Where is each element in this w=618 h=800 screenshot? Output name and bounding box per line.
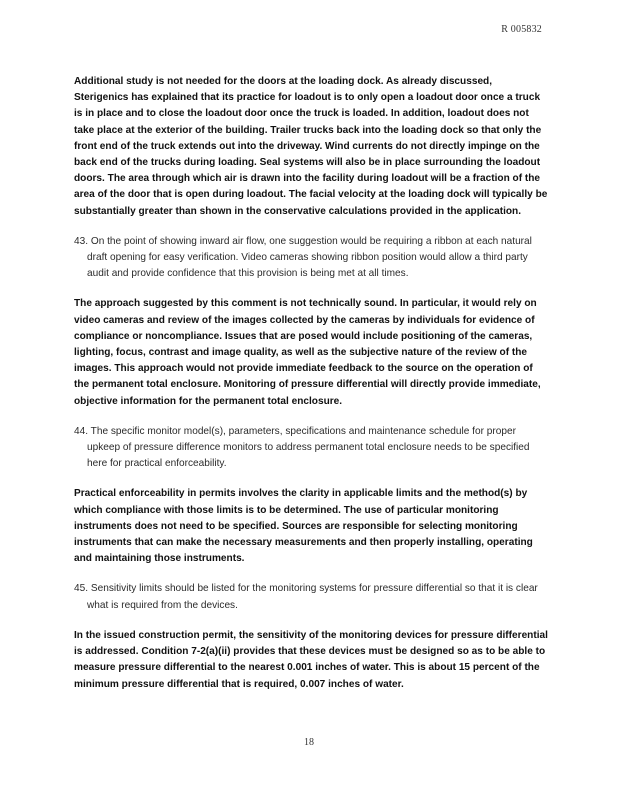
- response-paragraph: The approach suggested by this comment is not technically sound. In particular, it would rely on video cameras and review of the images collected by the cameras by individuals for evidence of compliance or noncompliance. Issues that are posed would include positioning of the cameras, lighting, focus, contrast and image quality, as well as the subjective nature of the review of the images. This approach would not provide immediate feedback to the source on the operation of the permanent total enclosure. Monitoring of pressure differential will directly provide immediate, objective information for the permanent total enclosure.: [74, 298, 541, 407]
- page-number: 18: [304, 737, 314, 748]
- comment-text: On the point of showing inward air flow, one suggestion would be requiring a ribbon at each natural draft opening for easy verification. Video cameras showing ribbon position would allow a third party audit and provide confidence that this provision is being met at all times.: [87, 235, 532, 280]
- bates-number: R 005832: [501, 24, 542, 35]
- response-paragraph: Additional study is not needed for the doors at the loading dock. As already discussed, Sterigenics has explained that its practice for loadout is to only open a loadout door once a truck is in place and to close the loadout door once the truck is loaded. In addition, loadout does not take place at the exterior of the building. Trailer trucks back into the loading dock so that only the front end of the truck extends out into the driveway. Wind currents do not directly impinge on the back end of the trucks during loading. Seal systems will also be in place surrounding the loadout doors. The area through which air is drawn into the facility during loadout will be a fraction of the area of the door that is open during loadout. The facial velocity at the loading dock will typically be substantially greater than shown in the conservative calculations provided in the application.: [74, 76, 548, 217]
- comment-text: Sensitivity limits should be listed for the monitoring systems for pressure differential so that it is clear what is required from the devices.: [87, 583, 538, 611]
- comment-number: 43.: [74, 235, 89, 247]
- comment-paragraph: [74, 234, 548, 283]
- comment-number: 45.: [74, 583, 89, 595]
- document-body: [74, 74, 548, 707]
- comment-number: 44.: [74, 425, 89, 437]
- response-paragraph: In the issued construction permit, the sensitivity of the monitoring devices for pressure differential is addressed. Condition 7-2(a)(ii) provides that these devices must be designed so as to be able to measure pressure differential to the nearest 0.001 inches of water. This is about 15 percent of the minimum pressure differential that is required, 0.007 inches of water.: [74, 629, 548, 690]
- comment-paragraph: [74, 581, 548, 613]
- response-paragraph: Practical enforceability in permits involves the clarity in applicable limits and the method(s) by which compliance with those limits is to be determined. The use of particular monitoring instruments does not need to be specified. Sources are responsible for selecting monitoring instruments that can make the necessary measurements and then properly installing, operating and maintaining those instruments.: [74, 488, 533, 565]
- comment-text: The specific monitor model(s), parameters, specifications and maintenance schedule for proper upkeep of pressure difference monitors to address permanent total enclosure needs to be specified here for practical enforceability.: [87, 425, 530, 470]
- comment-paragraph: [74, 424, 548, 473]
